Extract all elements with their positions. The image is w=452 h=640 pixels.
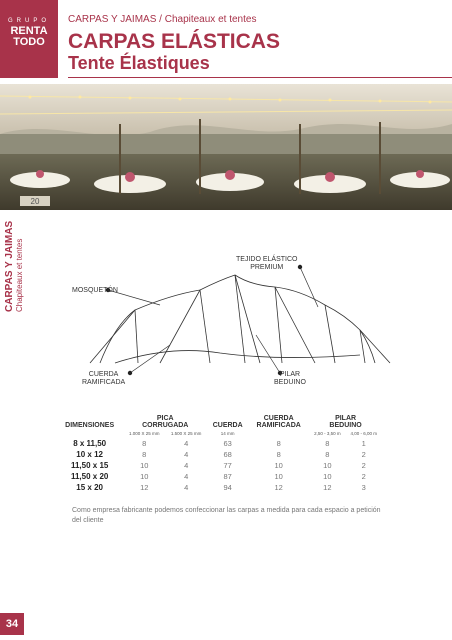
cell-cuerda: 94 <box>223 483 232 492</box>
cell-pica-1500: 4 <box>184 439 189 448</box>
logo-todo: TODO <box>13 36 45 48</box>
header-cuerda: CUERDA <box>212 422 243 429</box>
cell-pica-1000: 10 <box>140 472 149 481</box>
cell-pilar-large: 2 <box>361 450 366 459</box>
cell-pica-1000: 8 <box>142 450 147 459</box>
cell-cuerda: 77 <box>223 461 232 470</box>
cell-pilar-small: 12 <box>323 483 332 492</box>
sub-pilar-2: 4,00 - 6,00 m <box>350 431 378 436</box>
cell-cuerda-ramificada: 8 <box>276 450 281 459</box>
label-pilar-line1: PILAR <box>279 371 301 378</box>
cell-pilar-small: 8 <box>325 450 330 459</box>
spec-table <box>56 415 382 493</box>
cell-pilar-large: 1 <box>361 439 366 448</box>
header-cuerda-ramificada <box>248 415 309 429</box>
logo-renta: RENTA <box>10 25 48 37</box>
cell-pilar-small: 10 <box>323 461 332 470</box>
sub-pilar-1: 2,50 - 3,50 m <box>314 431 341 436</box>
table-row <box>56 460 382 471</box>
header-cram-line2: RAMIFICADA <box>256 422 301 429</box>
label-pilar-beduino <box>274 371 306 387</box>
header-divider <box>68 77 452 78</box>
header-pica-line1: PICA <box>156 415 174 422</box>
cell-pilar-large: 2 <box>361 472 366 481</box>
sub-cuerda: 14 mm <box>220 431 235 436</box>
cell-dimension: 10 x 12 <box>76 450 103 459</box>
side-tab-sub: Chapiteaux et tentes <box>15 238 24 312</box>
side-tab <box>4 112 34 312</box>
page-title: CARPAS ELÁSTICAS <box>68 30 280 53</box>
sub-empty <box>56 429 123 438</box>
spec-subheader-row <box>56 429 382 438</box>
page-title-fr: Tente Élastiques <box>68 53 210 73</box>
label-tejido-line2: PREMIUM <box>250 264 284 271</box>
header-cram-line1: CUERDA <box>263 415 294 422</box>
sub-pica-2: 1.500 X 25 mm <box>170 431 202 436</box>
brand-logo <box>0 0 58 78</box>
cell-dimension: 11,50 x 20 <box>70 472 109 481</box>
cell-dimension: 11,50 x 15 <box>70 461 109 470</box>
cell-pica-1000: 10 <box>140 461 149 470</box>
breadcrumb <box>68 14 256 25</box>
cell-pica-1000: 12 <box>140 483 149 492</box>
label-tejido-elastico <box>236 256 297 272</box>
cell-dimension: 15 x 20 <box>76 483 103 492</box>
label-pilar-line2: BEDUINO <box>274 379 306 386</box>
cell-pilar-large: 2 <box>361 461 366 470</box>
cell-pilar-small: 10 <box>323 472 332 481</box>
cell-pilar-small: 8 <box>325 439 330 448</box>
table-row <box>56 482 382 493</box>
sub-cram-empty <box>248 429 309 438</box>
custom-order-note: Como empresa fabricante podemos confeccionar las carpas a medida para cada espacio a petición del cliente <box>72 507 381 524</box>
header-pica <box>123 415 207 429</box>
label-cuerda-ramificada <box>82 371 125 387</box>
cell-pica-1500: 4 <box>184 461 189 470</box>
header-dimensiones: DIMENSIONES <box>65 422 115 429</box>
tent-event-photo <box>0 84 452 210</box>
cell-pica-1000: 8 <box>142 439 147 448</box>
logo-grupo: GRUPO <box>7 18 50 24</box>
table-row <box>56 438 382 449</box>
breadcrumb-separator: / <box>159 14 162 25</box>
cell-dimension: 8 x 11,50 <box>73 439 107 448</box>
sub-pica-1: 1.000 X 25 mm <box>129 431 160 436</box>
cell-cuerda-ramificada: 12 <box>274 483 283 492</box>
page-number: 34 <box>0 613 24 635</box>
cell-cuerda: 87 <box>223 472 232 481</box>
side-tab-main: CARPAS Y JAIMAS <box>4 220 15 312</box>
label-cuerda-line1: CUERDA <box>88 371 119 378</box>
cell-cuerda: 68 <box>223 450 232 459</box>
cell-cuerda: 63 <box>223 439 232 448</box>
table-row <box>56 471 382 482</box>
photo-sign-number: 20 <box>30 197 40 206</box>
spec-header-row <box>56 415 382 429</box>
cell-cuerda-ramificada: 8 <box>276 439 281 448</box>
breadcrumb-category-fr: Chapiteaux et tentes <box>164 14 257 25</box>
label-mosqueton: MOSQUETÓN <box>72 287 118 294</box>
table-row <box>56 449 382 460</box>
cell-pilar-large: 3 <box>361 483 366 492</box>
breadcrumb-category: CARPAS Y JAIMAS <box>68 14 157 25</box>
header-pica-line2: CORRUGADA <box>142 422 189 429</box>
cell-cuerda-ramificada: 10 <box>274 472 283 481</box>
label-tejido-line1: TEJIDO ELÁSTICO <box>236 256 298 263</box>
cell-pica-1500: 4 <box>184 450 189 459</box>
cell-cuerda-ramificada: 10 <box>274 461 283 470</box>
cell-pica-1500: 4 <box>184 483 189 492</box>
header-pilar <box>309 415 382 429</box>
header-pilar-line2: BEDUINO <box>329 422 362 429</box>
cell-pica-1500: 4 <box>184 472 189 481</box>
label-cuerda-line2: RAMIFICADA <box>82 379 126 386</box>
header-pilar-line1: PILAR <box>335 415 357 422</box>
